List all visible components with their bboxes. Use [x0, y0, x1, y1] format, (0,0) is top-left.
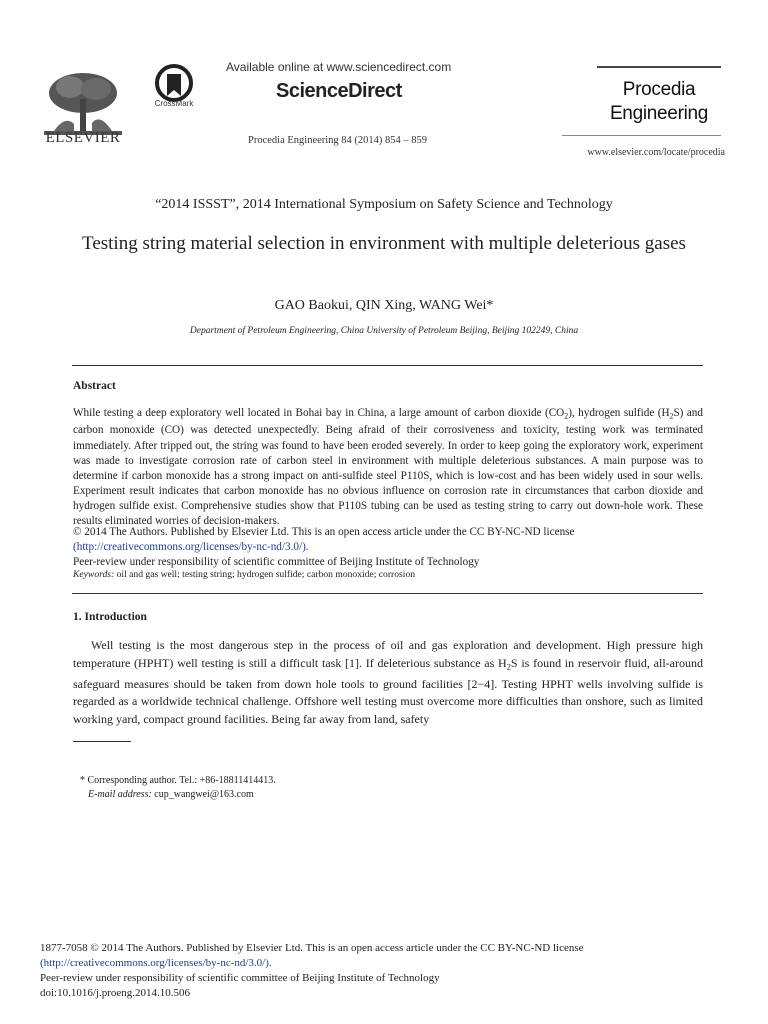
- abstract-top-rule: [72, 365, 703, 366]
- h2s-subscript: 2: [506, 662, 511, 672]
- license-link[interactable]: (http://creativecommons.org/licenses/by-nc-nd/3.0/).: [73, 541, 309, 553]
- footnote-rule: [73, 741, 131, 742]
- author-list: GAO Baokui, QIN Xing, WANG Wei*: [274, 298, 494, 313]
- introduction-heading: 1. Introduction: [73, 611, 147, 623]
- email-address[interactable]: cup_wangwei@163.com: [151, 789, 254, 800]
- peer-review-statement: Peer-review under responsibility of scientific committee of Beijing Institute of Technology: [73, 556, 480, 568]
- footer-peer-review: Peer-review under responsibility of scientific committee of Beijing Institute of Technology: [40, 972, 440, 984]
- abstract-text: [73, 406, 703, 529]
- page-footer: [40, 941, 730, 1001]
- paper-title: Testing string material selection in environment with multiple deleterious gases: [82, 233, 686, 254]
- footer-license-link[interactable]: (http://creativecommons.org/licenses/by-nc-nd/3.0/).: [40, 957, 272, 969]
- journal-name-line2: Engineering: [609, 103, 709, 124]
- journal-url-link[interactable]: www.elsevier.com/locate/procedia: [587, 147, 725, 158]
- symposium-name: “2014 ISSST”, 2014 International Symposium on Safety Science and Technology: [155, 197, 613, 212]
- footer-license: 1877-7058 © 2014 The Authors. Published by Elsevier Ltd. This is an open access article under the CC BY-NC-ND license: [40, 942, 584, 954]
- abstract-text-part1: While testing a deep exploratory well located in Bohai bay in China, a large amount of carbon dioxide (CO: [73, 407, 565, 419]
- publisher-name: ELSEVIER: [45, 130, 121, 146]
- journal-name-line1: Procedia: [622, 79, 696, 100]
- intro-text-part2: S is found in reservoir fluid, all-around safeguard measures should be taken from down hole tools to ground facilities [2−4]. Testing HPHT wells involving sulfide is regarded as a worldwide technical challenge. Offshore well testing must overcome more difficulties than onshore, such as limited working yard, compact ground facilities. Being far away from land, safety: [73, 655, 703, 726]
- journal-name: [597, 78, 721, 126]
- keywords-list: oil and gas well; testing string; hydrogen sulfide; carbon monoxide; corrosion: [114, 569, 416, 580]
- license-block: [73, 525, 703, 570]
- abstract-text-part2: ), hydrogen sulfide (H: [568, 407, 670, 419]
- keywords-line: [73, 569, 703, 580]
- footer-doi[interactable]: doi:10.1016/j.proeng.2014.10.506: [40, 987, 191, 999]
- abstract-heading: Abstract: [73, 380, 116, 392]
- journal-citation: Procedia Engineering 84 (2014) 854 – 859: [248, 135, 428, 146]
- author-affiliation: Department of Petroleum Engineering, China University of Petroleum Beijing, Beijing 102249, China: [189, 326, 579, 336]
- email-label: E-mail address:: [88, 789, 152, 800]
- crossmark-label: CrossMark: [154, 99, 194, 108]
- available-online-text: Available online at www.sciencedirect.com: [226, 60, 452, 74]
- keywords-label: Keywords:: [73, 569, 115, 580]
- intro-text-part1: Well testing is the most dangerous step in the process of oil and gas exploration and development. High pressure high temperature (HPHT) well testing is still a difficult task [1]. If deleterious substance as H: [73, 638, 703, 670]
- introduction-text: [73, 637, 703, 728]
- co2-subscript: 2: [564, 411, 569, 421]
- journal-box-bottom-rule: [562, 135, 721, 136]
- email-note: [88, 789, 254, 800]
- sciencedirect-logo[interactable]: ScienceDirect: [276, 80, 402, 102]
- abstract-bottom-rule: [72, 593, 703, 594]
- corresponding-author-note: * Corresponding author. Tel.: +86-18811414413.: [80, 775, 276, 786]
- license-statement: © 2014 The Authors. Published by Elsevier Ltd. This is an open access article under the CC BY-NC-ND license: [73, 526, 575, 538]
- abstract-text-part3: S) and carbon monoxide (CO) was detected unexpectedly. Being afraid of their corrosiveness and toxicity, testing work was terminated immediately. After tripped out, the string was found to have been eroded severely. In order to keep going the exploratory work, experiment was made to investigate corrosion rate of carbon steel in environment with multiple deleterious substances. A main purpose was to determine if carbon monoxide has a strong impact on anti-sulfide steel P110S, which is low-cost and has been widely used in sour wells. Experiment result indicates that carbon monoxide has no obvious influence on corrosion rate in circumstances that carbon dioxide and hydrogen sulfide exist. Comprehensive studies show that P110S tubing can be used as testing string to carry out down-hole work. These results eliminated worries of decision-makers.: [73, 407, 703, 527]
- h2s-subscript: 2: [669, 411, 674, 421]
- journal-box-top-rule: [597, 66, 721, 68]
